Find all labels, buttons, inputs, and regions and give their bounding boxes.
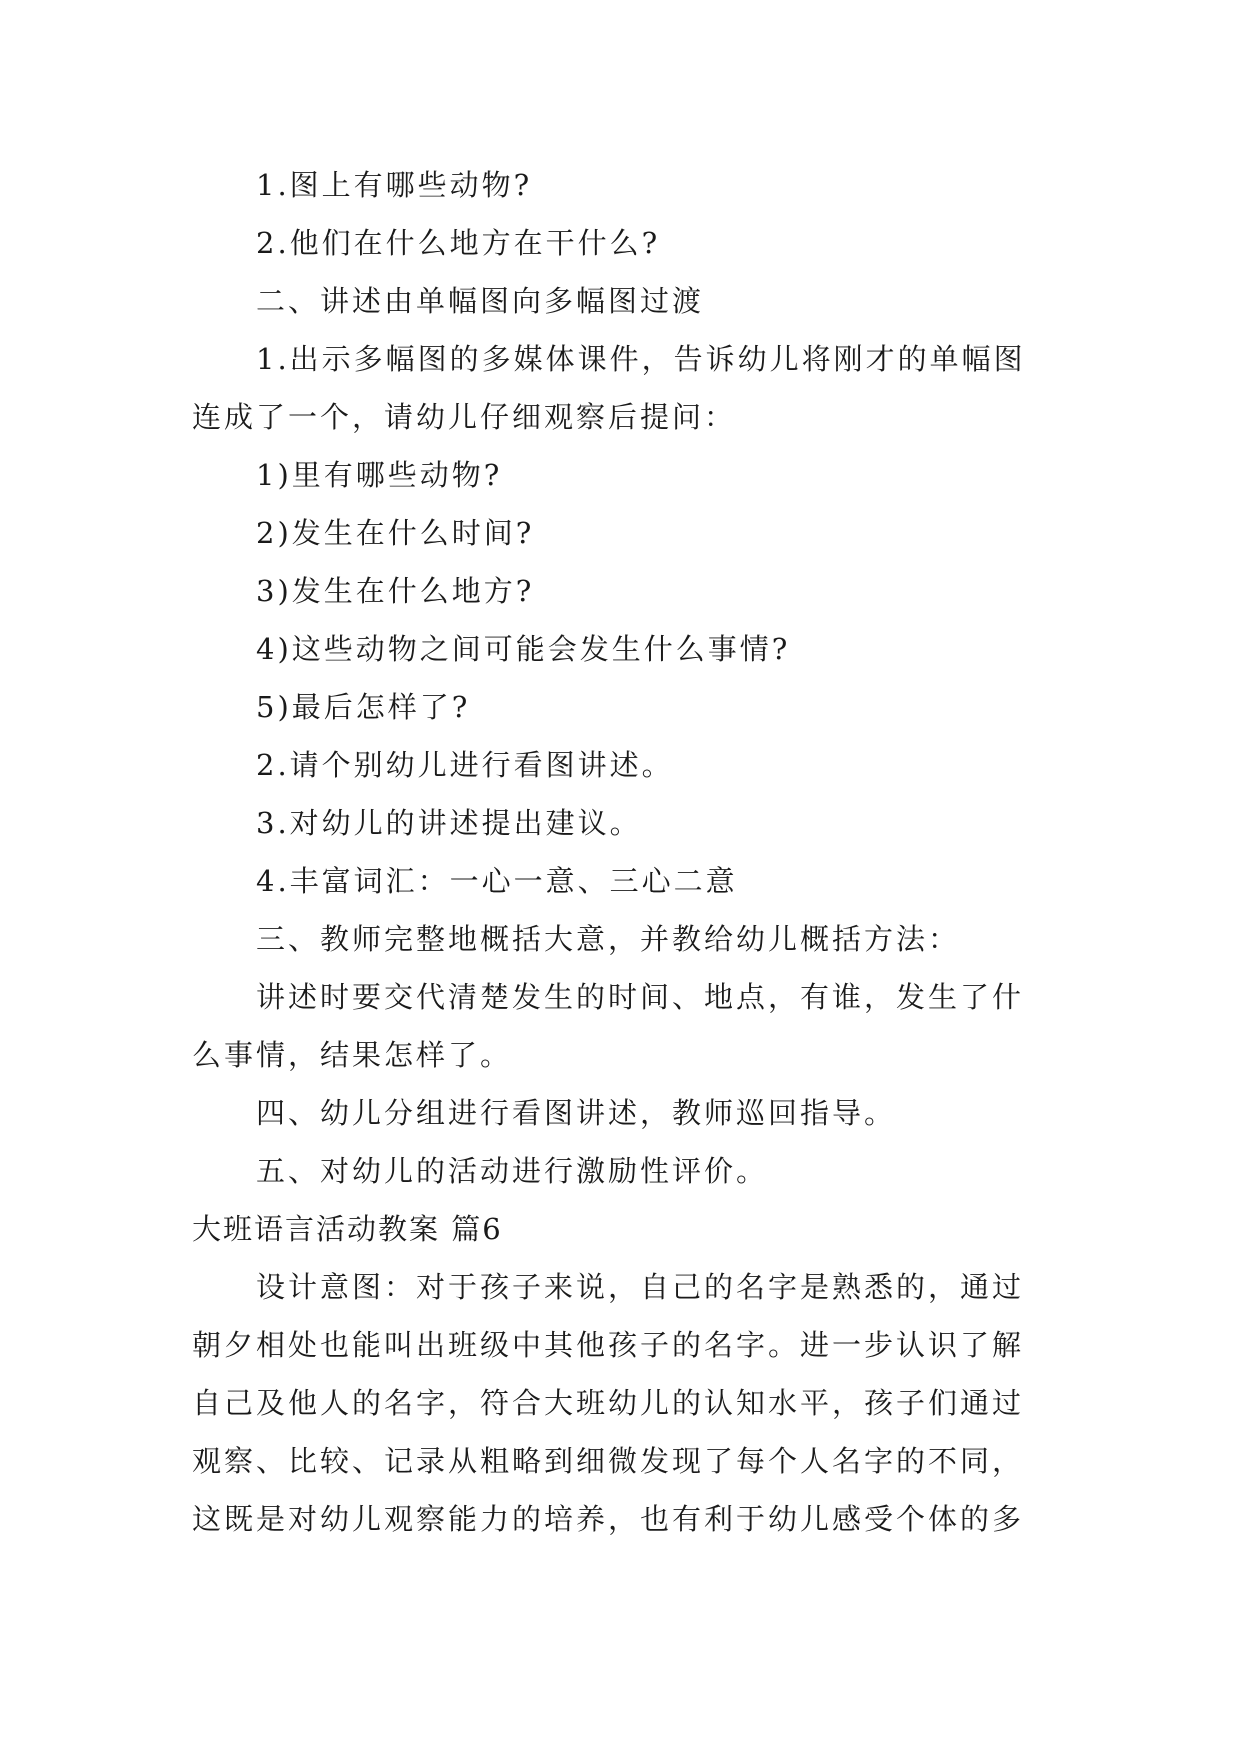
paragraph-line: 么事情，结果怎样了。 (192, 1038, 513, 1072)
paragraph-line: 2.请个别幼儿进行看图讲述。 (256, 748, 674, 782)
document-title: 大班语言活动教案 篇6 (192, 1212, 503, 1246)
paragraph-line: 设计意图：对于孩子来说，自己的名字是熟悉的，通过 (256, 1270, 1025, 1304)
paragraph-line: 讲述时要交代清楚发生的时间、地点，有谁，发生了什 (256, 980, 1025, 1014)
section-heading: 四、幼儿分组进行看图讲述，教师巡回指导。 (256, 1096, 897, 1130)
paragraph-line: 2.他们在什么地方在干什么? (256, 226, 661, 260)
section-heading: 五、对幼儿的活动进行激励性评价。 (256, 1154, 769, 1188)
section-heading: 二、讲述由单幅图向多幅图过渡 (256, 284, 705, 318)
paragraph-line: 这既是对幼儿观察能力的培养，也有利于幼儿感受个体的多 (192, 1502, 1025, 1536)
paragraph-line: 观察、比较、记录从粗略到细微发现了每个人名字的不同， (192, 1444, 1025, 1478)
list-item: 2)发生在什么时间? (256, 516, 535, 550)
list-item: 3)发生在什么地方? (256, 574, 535, 608)
paragraph-line: 朝夕相处也能叫出班级中其他孩子的名字。进一步认识了解 (192, 1328, 1025, 1362)
list-item: 1)里有哪些动物? (256, 458, 503, 492)
paragraph-line: 3.对幼儿的讲述提出建议。 (256, 806, 642, 840)
paragraph-line: 1.出示多幅图的多媒体课件，告诉幼儿将刚才的单幅图 (256, 342, 1026, 376)
document-body (192, 156, 1052, 1548)
list-item: 5)最后怎样了? (256, 690, 471, 724)
list-item: 4)这些动物之间可能会发生什么事情? (256, 632, 791, 666)
paragraph-line: 自己及他人的名字，符合大班幼儿的认知水平，孩子们通过 (192, 1386, 1025, 1420)
paragraph-line: 连成了一个，请幼儿仔细观察后提问： (192, 400, 737, 434)
paragraph-line: 4.丰富词汇：一心一意、三心二意 (256, 864, 738, 898)
section-heading: 三、教师完整地概括大意，并教给幼儿概括方法： (256, 922, 961, 956)
paragraph-line: 1.图上有哪些动物? (256, 168, 533, 202)
